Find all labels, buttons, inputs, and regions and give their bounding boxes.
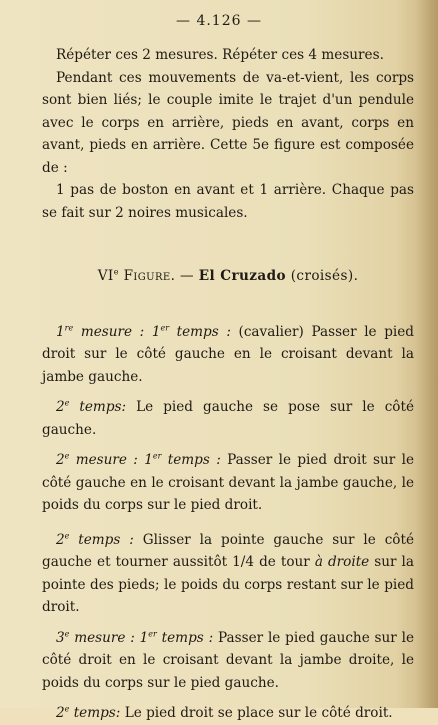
step-label-measure: 2e mesure : xyxy=(56,451,145,468)
page-edge-shadow xyxy=(416,0,438,708)
heading-translation: (croisés). xyxy=(286,268,359,284)
step-label-measure: 3e mesure : xyxy=(56,628,140,646)
step-paragraph xyxy=(42,702,414,725)
step-label-beat: 2e temps : xyxy=(56,530,143,548)
step-label-beat: 1er temps : xyxy=(151,322,239,340)
heading-figure-word: Figure. xyxy=(118,268,176,284)
step-text: Le pied droit se place sur le côté droit. xyxy=(120,705,393,721)
step-label-beat: 2e temps: xyxy=(56,398,127,415)
step-label-beat: 1er temps : xyxy=(139,628,218,646)
step-paragraph xyxy=(42,321,414,389)
paragraph-boston: 1 pas de boston en avant et 1 arrière. Chaque pas se fait sur 2 noires musicales. xyxy=(42,182,414,221)
page-number: — 4.126 — xyxy=(176,13,262,29)
step-label-beat: 2e temps: xyxy=(56,704,121,721)
section-heading xyxy=(42,265,414,288)
step-text: sur la pointe des pieds; le poids du corps restant sur le pied droit. xyxy=(42,554,414,615)
step-text: (cavalier) Passer le pied droit sur le côté gauche en le croisant devant la jambe gauche. xyxy=(42,323,414,385)
page-content xyxy=(42,44,414,725)
paragraph-movements: Pendant ces mouvements de va-et-vient, les corps sont bien liés; le couple imite le trajet d'un pendule avec le corps en arrière, pieds en avant, corps en avant, pieds en arrière. Cette 5e figure est composée de : xyxy=(42,69,414,176)
step-text: Passer le pied gauche sur le côté droit en le croisant devant la jambe droite, le poids du corps sur le pied gauche. xyxy=(42,629,414,691)
step-paragraph xyxy=(42,396,414,441)
heading-dash: — xyxy=(175,268,199,284)
step-paragraph xyxy=(42,627,414,695)
heading-number-sup: e xyxy=(113,267,119,277)
step-text: Le pied gauche se pose sur le côté gauche. xyxy=(42,399,414,438)
step-text-emphasis: à droite xyxy=(314,554,370,570)
paragraph-repeat: Répéter ces 2 mesures. Répéter ces 4 mesures. xyxy=(56,47,384,63)
step-text: Passer le pied droit sur le côté gauche en le croisant devant la jambe gauche, le poids du corps sur le pied droit. xyxy=(42,452,414,513)
step-label-beat: 1er temps : xyxy=(144,451,228,468)
step-text: Glisser la pointe gauche sur le côté gauche et tourner aussitôt 1/4 de tour xyxy=(42,531,414,570)
step-paragraph xyxy=(42,529,414,619)
heading-dance-name: El Cruzado xyxy=(198,268,286,284)
step-paragraph xyxy=(42,449,414,517)
step-label-measure: 1re mesure : xyxy=(56,322,152,340)
heading-number: VI xyxy=(97,268,114,284)
